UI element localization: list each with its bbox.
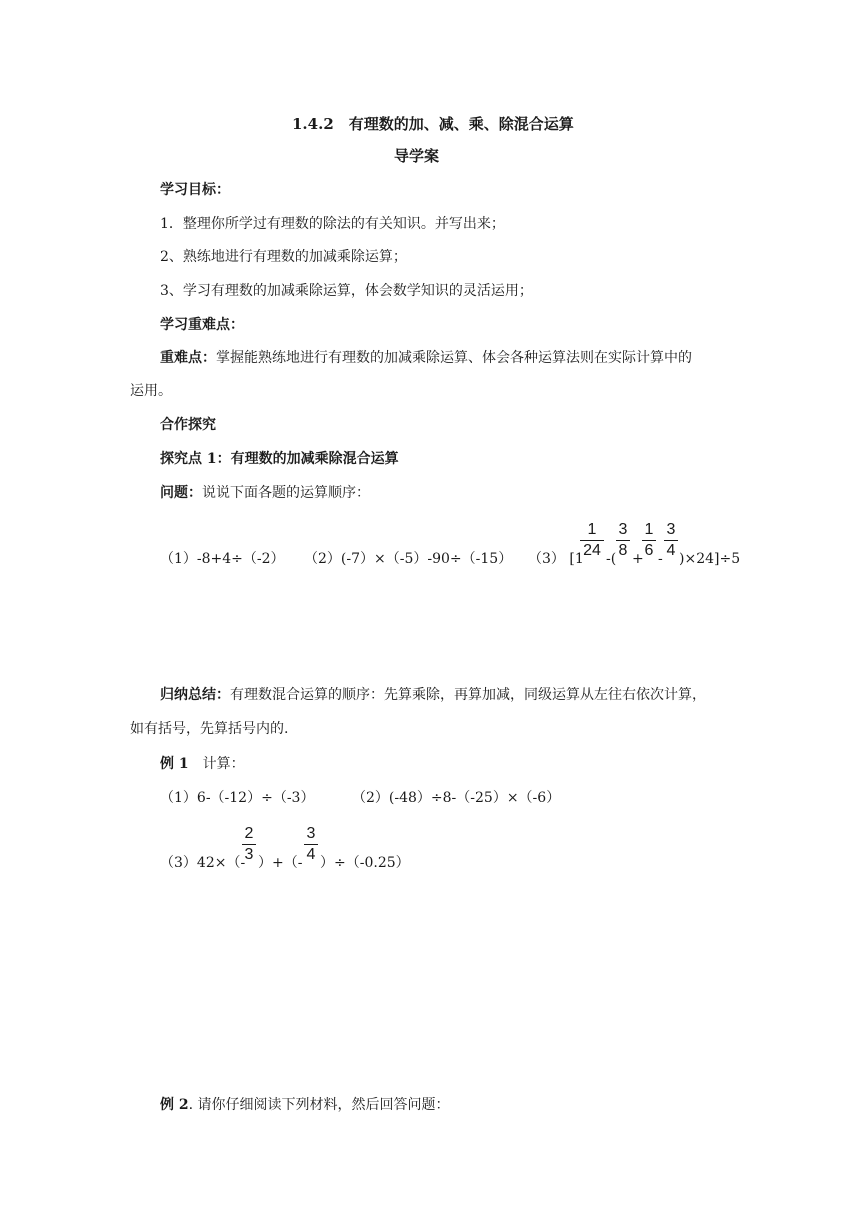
explore-heading: 合作探究 <box>160 417 216 433</box>
explore-point1: 探究点 1：有理数的加减乘除混合运算 <box>160 451 399 467</box>
fraction-bar <box>242 844 256 845</box>
question-1: （1）-8+4÷（-2） <box>160 551 285 567</box>
fraction-numerator: 3 <box>618 521 628 538</box>
fraction-3-8 <box>616 522 630 559</box>
example1-problem-1: （1）6-（-12）÷（-3） <box>160 790 315 806</box>
key-points-label: 重难点： <box>160 350 216 366</box>
example2-text: . 请你仔细阅读下列材料，然后回答问题： <box>188 1097 450 1113</box>
fraction-denominator: 4 <box>666 542 676 559</box>
document-title: 1.4.2 有理数的加、减、乘、除混合运算 <box>292 115 574 133</box>
key-points-line1 <box>160 351 692 365</box>
fraction-denominator: 24 <box>583 542 601 559</box>
fraction-bar <box>664 540 678 541</box>
example1-heading <box>160 757 245 771</box>
question-3-op2: + <box>632 551 644 567</box>
summary-line1 <box>160 688 706 702</box>
question-text: 说说下面各题的运算顺序： <box>202 485 370 501</box>
fraction-numerator: 1 <box>587 521 597 538</box>
fraction-bar <box>304 844 318 845</box>
summary-line2: 如有括号，先算括号内的. <box>130 721 289 737</box>
question-line <box>160 486 370 500</box>
key-points-heading: 学习重难点： <box>160 317 244 333</box>
example1-problem-3-prefix: （3）42×（- <box>160 855 246 871</box>
fraction-denominator: 6 <box>644 542 654 559</box>
document-subtitle: 导学案 <box>394 147 440 165</box>
goal-item-3: 3、学习有理数的加减乘除运算，体会数学知识的灵活运用； <box>160 283 533 299</box>
summary-label: 归纳总结： <box>160 687 230 703</box>
example2-heading <box>160 1098 450 1112</box>
question-3-op1: -( <box>606 551 617 567</box>
key-points-text: 掌握能熟练地进行有理数的加减乘除运算、体会各种运算法则在实际计算中的 <box>216 350 692 366</box>
question-3-prefix: （3） [1 <box>528 551 584 567</box>
fraction-bar <box>616 540 630 541</box>
fraction-bar <box>642 540 656 541</box>
question-3-op3: - <box>658 551 663 567</box>
fraction-denominator: 8 <box>618 542 628 559</box>
question-label: 问题： <box>160 485 202 501</box>
example1-text: 计算： <box>188 756 245 772</box>
question-2: （2）(-7）×（-5）-90÷（-15） <box>304 551 513 567</box>
fraction-denominator: 3 <box>244 846 254 863</box>
fraction-numerator: 3 <box>306 825 316 842</box>
fraction-numerator: 3 <box>666 521 676 538</box>
fraction-numerator: 1 <box>644 521 654 538</box>
fraction-numerator: 2 <box>244 825 254 842</box>
key-points-line2: 运用。 <box>130 383 172 399</box>
question-3-suffix: )×24]÷5 <box>679 551 741 567</box>
fraction-1-24 <box>580 522 604 559</box>
summary-text: 有理数混合运算的顺序：先算乘除，再算加减，同级运算从左往右依次计算， <box>230 687 706 703</box>
example1-problem-3-suffix: ）÷（-0.25） <box>320 855 410 871</box>
fraction-3-4 <box>664 522 678 559</box>
fraction-3-4-b <box>304 826 318 863</box>
goal-item-2: 2、熟练地进行有理数的加减乘除运算； <box>160 249 407 265</box>
fraction-1-6 <box>642 522 656 559</box>
example1-problem-3-mid: ）+（- <box>258 855 303 871</box>
fraction-bar <box>580 540 604 541</box>
fraction-denominator: 4 <box>306 846 316 863</box>
goals-heading: 学习目标： <box>160 182 230 198</box>
example1-problem-2: （2）(-48）÷8-（-25）×（-6） <box>352 790 561 806</box>
fraction-2-3 <box>242 826 256 863</box>
goal-item-1: 1．整理你所学过有理数的除法的有关知识。并写出来； <box>160 216 505 232</box>
example2-label: 例 2 <box>160 1097 189 1113</box>
example1-label: 例 1 <box>160 756 189 772</box>
